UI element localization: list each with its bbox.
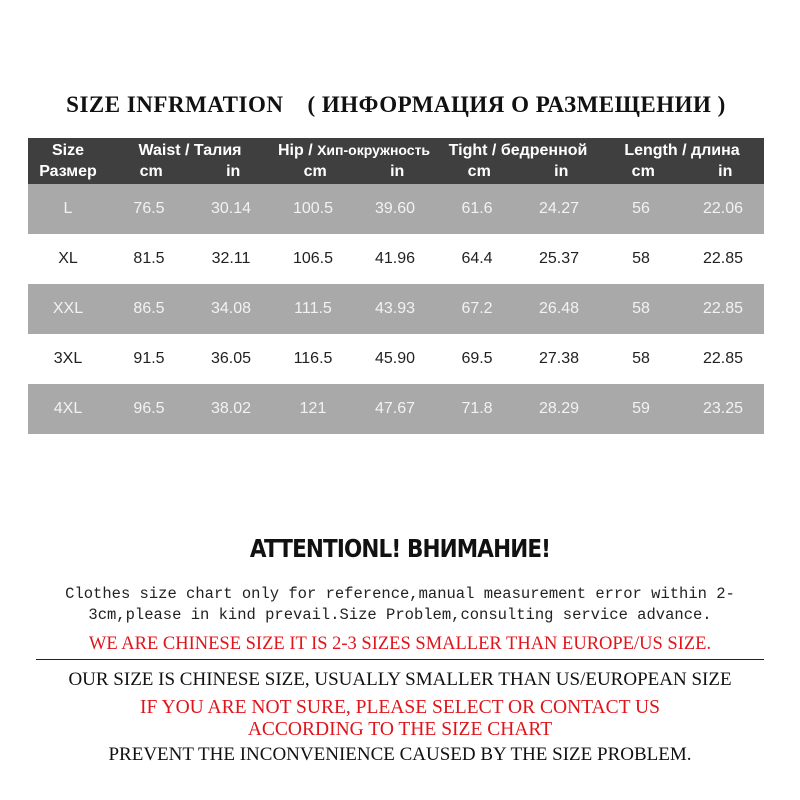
cell-size: L <box>28 184 108 234</box>
cell-tight-cm: 61.6 <box>436 184 518 234</box>
cell-length-cm: 59 <box>600 384 682 434</box>
cell-size: 4XL <box>28 384 108 434</box>
size-info-panel <box>28 78 764 438</box>
cell-hip-cm: 116.5 <box>272 334 354 384</box>
cell-tight-in: 27.38 <box>518 334 600 384</box>
cell-length-cm: 58 <box>600 234 682 284</box>
cell-length-in: 22.06 <box>682 184 764 234</box>
cell-waist-cm: 91.5 <box>108 334 190 384</box>
cell-waist-in: 34.08 <box>190 284 272 334</box>
cell-tight-cm: 64.4 <box>436 234 518 284</box>
cell-waist-in: 36.05 <box>190 334 272 384</box>
cell-hip-in: 41.96 <box>354 234 436 284</box>
cell-size: XL <box>28 234 108 284</box>
contact-line-1: IF YOU ARE NOT SURE, PLEASE SELECT OR CONTACT US <box>140 697 660 718</box>
cell-waist-in: 38.02 <box>190 384 272 434</box>
attention-heading: ATTENTIONL! ВНИМАНИЕ! <box>249 534 551 563</box>
cell-hip-cm: 100.5 <box>272 184 354 234</box>
chinese-size-warning: WE ARE CHINESE SIZE IT IS 2-3 SIZES SMALLER THAN EUROPE/US SIZE. <box>88 634 712 654</box>
cell-size: XXL <box>28 284 108 334</box>
cell-tight-cm: 67.2 <box>436 284 518 334</box>
cell-length-in: 22.85 <box>682 234 764 284</box>
header-size: Size Размер <box>28 138 108 184</box>
cell-hip-cm: 121 <box>272 384 354 434</box>
contact-line-2: ACCORDING TO THE SIZE CHART <box>247 719 553 740</box>
cell-tight-cm: 69.5 <box>436 334 518 384</box>
cell-waist-cm: 96.5 <box>108 384 190 434</box>
cell-hip-in: 39.60 <box>354 184 436 234</box>
our-size-notice: OUR SIZE IS CHINESE SIZE, USUALLY SMALLER THAN US/EUROPEAN SIZE <box>68 669 732 690</box>
cell-length-cm: 56 <box>600 184 682 234</box>
disclaimer-line-1: Clothes size chart only for reference,manual measurement error within 2- <box>65 585 735 603</box>
table-header-row <box>28 138 764 184</box>
prevent-inconvenience-notice: PREVENT THE INCONVENIENCE CAUSED BY THE SIZE PROBLEM. <box>108 744 692 765</box>
table-row <box>28 334 764 384</box>
cell-waist-in: 30.14 <box>190 184 272 234</box>
table-row <box>28 184 764 234</box>
table-row <box>28 234 764 284</box>
cell-waist-cm: 81.5 <box>108 234 190 284</box>
cell-length-cm: 58 <box>600 334 682 384</box>
cell-length-in: 22.85 <box>682 284 764 334</box>
cell-hip-cm: 106.5 <box>272 234 354 284</box>
header-hip: Hip / Хип-окружность cm in <box>272 138 436 184</box>
cell-length-cm: 58 <box>600 284 682 334</box>
divider-line <box>36 659 764 660</box>
cell-hip-cm: 111.5 <box>272 284 354 334</box>
cell-waist-cm: 76.5 <box>108 184 190 234</box>
cell-waist-cm: 86.5 <box>108 284 190 334</box>
cell-tight-in: 24.27 <box>518 184 600 234</box>
cell-length-in: 22.85 <box>682 334 764 384</box>
table-row <box>28 284 764 334</box>
header-tight: Tight / бедренной cm in <box>436 138 600 184</box>
cell-tight-in: 26.48 <box>518 284 600 334</box>
cell-tight-cm: 71.8 <box>436 384 518 434</box>
cell-hip-in: 47.67 <box>354 384 436 434</box>
cell-size: 3XL <box>28 334 108 384</box>
cell-hip-in: 43.93 <box>354 284 436 334</box>
header-waist: Waist / Талия cm in <box>108 138 272 184</box>
title-russian: ( ИНФОРМАЦИЯ О РАЗМЕЩЕНИИ ) <box>307 92 726 117</box>
cell-tight-in: 28.29 <box>518 384 600 434</box>
cell-waist-in: 32.11 <box>190 234 272 284</box>
page-title <box>28 92 764 118</box>
size-table <box>28 138 764 434</box>
cell-length-in: 23.25 <box>682 384 764 434</box>
cell-tight-in: 25.37 <box>518 234 600 284</box>
header-length: Length / длина cm in <box>600 138 764 184</box>
title-english: SIZE INFRMATION <box>66 92 284 117</box>
disclaimer-line-2: 3cm,please in kind prevail.Size Problem,consulting service advance. <box>88 606 712 624</box>
cell-hip-in: 45.90 <box>354 334 436 384</box>
table-row <box>28 384 764 434</box>
contact-us-notice <box>0 697 800 741</box>
disclaimer-text <box>30 584 770 626</box>
